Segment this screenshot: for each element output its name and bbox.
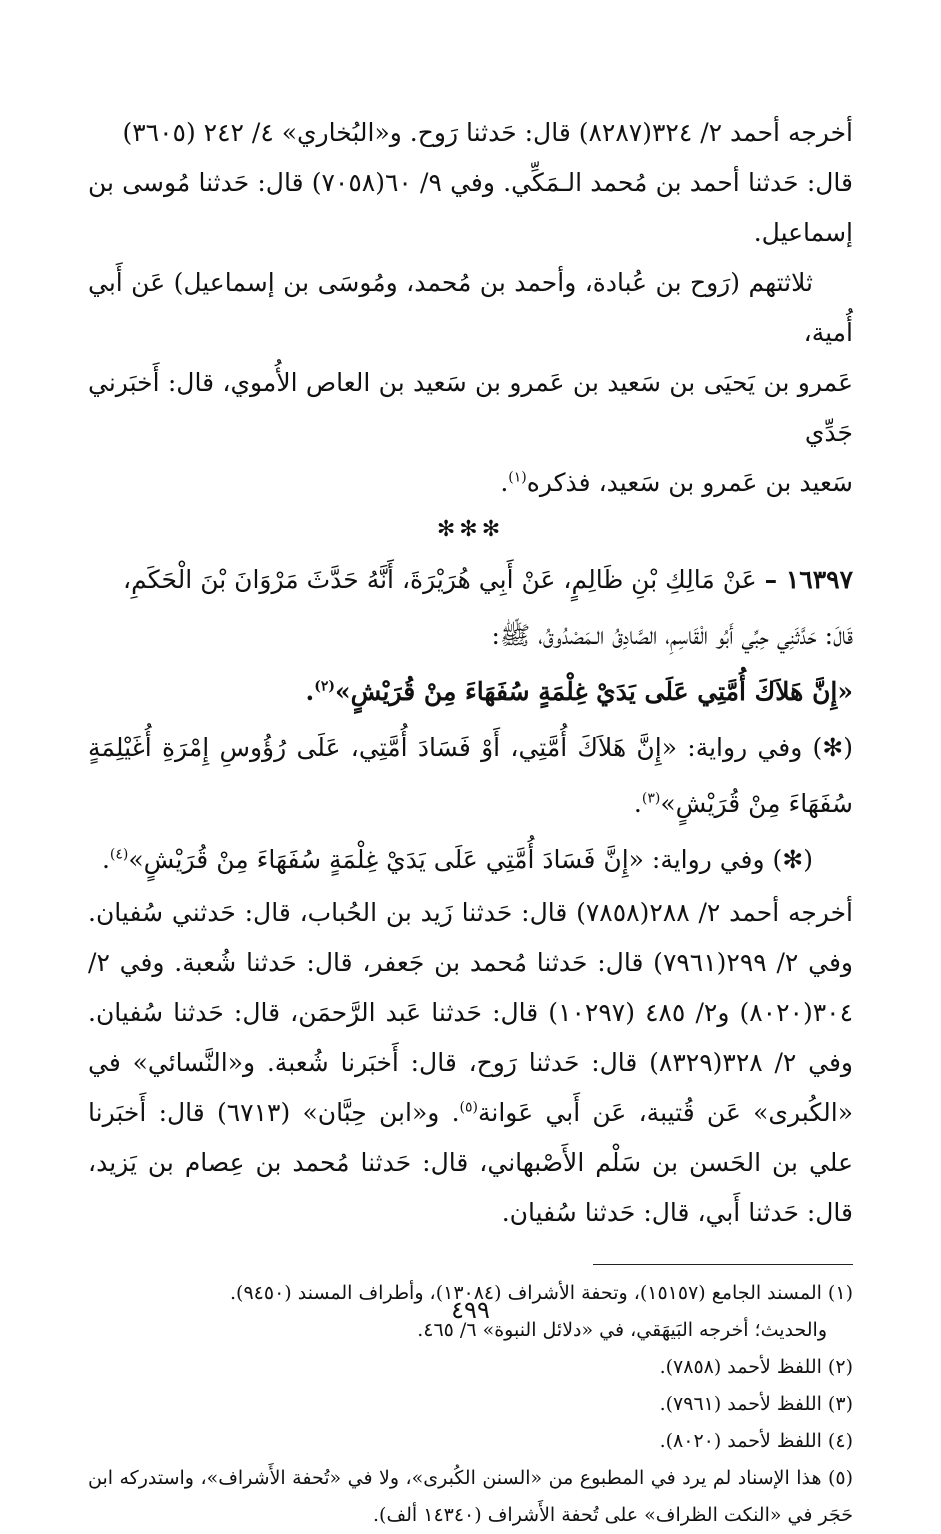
footnote-ref: (٣) bbox=[641, 790, 661, 807]
variant-text: (✻) وفي رواية: «إِنَّ فَسَادَ أُمَّتِي عَلَى يَدَيْ غِلْمَةٍ سُفَهَاءَ مِنْ قُرَيْشٍ» bbox=[128, 845, 813, 874]
variant-riwaya bbox=[88, 832, 853, 888]
text-line: قال: حَدثنا أحمد بن مُحمد الـمَكِّي. وفي ٩/ ٦٠(٧٠٥٨) قال: حَدثنا مُوسى بن إسماعيل. bbox=[88, 168, 853, 247]
takhrij-previous bbox=[88, 108, 853, 508]
variant-text: (✻) وفي رواية: «إِنَّ هَلاَكَ أُمَّتِي، أَوْ فَسَادَ أُمَّتِي، عَلَى رُؤُوسِ إِمْرَةِ أُغَيْلِمَةٍ سُفَهَاءَ مِنْ قُرَيْشٍ» bbox=[88, 733, 853, 818]
footnote-ref: (٥) bbox=[459, 1099, 478, 1116]
text-line: عَمرو بن يَحيَى بن سَعيد بن عَمرو بن سَعيد بن العاص الأُموي، قال: أَخبَرني جَدِّي bbox=[88, 368, 853, 447]
text-span: سَعيد بن عَمرو بن سَعيد، فذكره bbox=[526, 468, 853, 497]
text-span: . bbox=[633, 789, 642, 818]
hadith-entry bbox=[88, 552, 853, 720]
variants bbox=[88, 720, 853, 888]
text-line: ثلاثتهم (رَوح بن عُبادة، وأحمد بن مُحمد، ومُوسَى بن إسماعيل) عَن أَبي أُمية، bbox=[88, 268, 853, 347]
page-number: ٤٩٩ bbox=[451, 1296, 490, 1324]
matn-text: «إِنَّ هَلاَكَ أُمَّتِي عَلَى يَدَيْ غِلْمَةٍ سُفَهَاءَ مِنْ قُرَيْشٍ» bbox=[335, 677, 853, 706]
footnote-ref: (١) bbox=[508, 469, 527, 486]
hadith-isnad-line bbox=[88, 552, 853, 608]
text-span: . bbox=[305, 677, 315, 706]
takhrij-text: . و«ابن حِبَّان» (٦٧١٣) قال: أَخبَرنا علي بن الحَسن بن سَلْم الأَصْبهاني، قال: حَدثنا مُحمد بن عِصام بن يَزيد، قال: حَدثنا أَبي، قال: حَدثنا سُفيان. bbox=[88, 1098, 853, 1227]
footnote-divider bbox=[593, 1264, 853, 1265]
footnote: (٢) اللفظ لأحمد (٧٨٥٨). bbox=[659, 1356, 853, 1378]
section-separator: ✻✻✻ bbox=[436, 517, 505, 542]
text-line bbox=[88, 458, 853, 508]
hadith-matn bbox=[88, 664, 853, 720]
footnote: (١) المسند الجامع (١٥١٥٧)، وتحفة الأشراف (١٣٠٨٤)، وأطراف المسند (٩٤٥٠). bbox=[230, 1282, 853, 1304]
footnote-ref: (٢) bbox=[314, 678, 336, 695]
footnote: (٤) اللفظ لأحمد (٨٠٢٠). bbox=[659, 1430, 853, 1452]
text-span: . bbox=[101, 845, 110, 874]
footnote-ref: (٤) bbox=[109, 846, 129, 863]
hadith-isnad-line: قَالَ: حَدَّثَنِي حِبِّي أَبُو الْقَاسِمِ، الصَّادِقُ الـمَصْدُوقُ، ﷺ: bbox=[491, 621, 853, 650]
footnote: (٣) اللفظ لأحمد (٧٩٦١). bbox=[659, 1393, 853, 1415]
takhrij-paragraph bbox=[88, 888, 853, 1238]
hadith-number: ١٦٣٩٧ – bbox=[764, 565, 853, 594]
footnote: (٥) هذا الإسناد لم يرد في المطبوع من «السنن الكُبرى»، ولا في «تُحفة الأَشراف»، واستدركه ابن حَجَر في «النكت الظراف» على تُحفة الأَشراف (١٤٣٤٠ ألف). bbox=[88, 1467, 853, 1526]
takhrij-text: أخرجه أحمد ٢/ ٢٨٨(٧٨٥٨) قال: حَدثنا زَيد بن الحُباب، قال: حَدثني سُفيان. وفي ٢/ ٢٩٩(٧٩٦١) قال: حَدثنا مُحمد بن جَعفر، قال: حَدثنا شُعبة. وفي ٢/ ٣٠٤(٨٠٢٠) و٢/ ٤٨٥ (١٠٢٩٧) قال: حَدثنا عَبد الرَّحمَن، قال: حَدثنا سُفيان. وفي ٢/ ٣٢٨(٨٣٢٩) قال: حَدثنا رَوح، قال: أَخبَرنا شُعبة. و«النَّسائي» في «الكُبرى» عَن قُتيبة، عَن أَبي عَوانة bbox=[88, 898, 854, 1127]
text-span: . bbox=[500, 468, 509, 497]
hadith-isnad: عَنْ مَالِكِ بْنِ ظَالِمٍ، عَنْ أَبِي هُرَيْرَةَ، أَنَّهُ حَدَّثَ مَرْوَانَ بْنَ الْحَكَمِ، bbox=[123, 565, 757, 594]
text-line: أخرجه أحمد ٢/ ٣٢٤(٨٢٨٧) قال: حَدثنا رَوح. و«البُخاري» ٤/ ٢٤٢ (٣٦٠٥) bbox=[122, 118, 853, 147]
footnote-continuation: والحديث؛ أخرجه البَيهَقي، في «دلائل النبوة» ٦/ ٤٦٥. bbox=[417, 1319, 827, 1341]
variant-riwaya bbox=[88, 720, 853, 832]
